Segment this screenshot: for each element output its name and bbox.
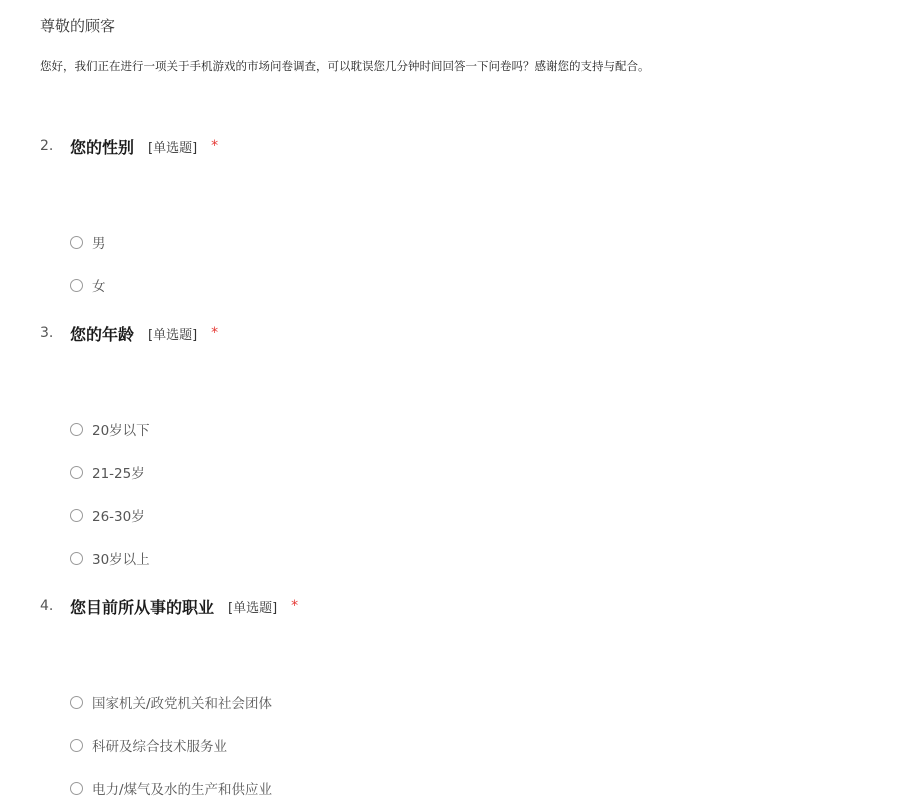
question-occupation (40, 593, 860, 798)
question-number: 4. (40, 598, 54, 614)
question-number: 2. (40, 138, 54, 154)
question-type-label: [单选题] (148, 140, 198, 156)
question-type-label: [单选题] (228, 600, 278, 616)
option-label: 26-30岁 (92, 509, 145, 525)
question-header (40, 133, 860, 159)
intro-text: 您好，我们正在进行一项关于手机游戏的市场问卷调查，可以耽误您几分钟时间回答一下问卷吗？感谢您的支持与配合。 (40, 59, 650, 73)
option-age-under-20[interactable] (70, 419, 150, 439)
question-number: 3. (40, 325, 54, 341)
option-label: 21-25岁 (92, 466, 145, 482)
option-female[interactable] (70, 275, 106, 295)
question-gender (40, 133, 860, 295)
radio-button[interactable] (70, 739, 83, 752)
radio-button[interactable] (70, 236, 83, 249)
question-header (40, 593, 860, 619)
required-marker: * (211, 138, 219, 154)
question-title: 您目前所从事的职业 (70, 597, 215, 617)
option-male[interactable] (70, 232, 106, 252)
question-type-label: [单选题] (148, 327, 198, 343)
required-marker: * (291, 598, 299, 614)
question-header (40, 320, 860, 346)
option-label: 国家机关/政党机关和社会团体 (92, 696, 273, 712)
radio-button[interactable] (70, 466, 83, 479)
option-label: 电力/煤气及水的生产和供应业 (92, 782, 273, 798)
question-title: 您的性别 (70, 137, 135, 157)
required-marker: * (211, 325, 219, 341)
radio-button[interactable] (70, 509, 83, 522)
option-label: 男 (92, 236, 106, 252)
option-label: 科研及综合技术服务业 (92, 739, 227, 755)
option-occupation-research[interactable] (70, 735, 227, 755)
radio-button[interactable] (70, 782, 83, 795)
greeting-heading: 尊敬的顾客 (40, 17, 116, 35)
option-age-21-25[interactable] (70, 462, 145, 482)
option-occupation-government[interactable] (70, 692, 272, 712)
option-age-26-30[interactable] (70, 505, 145, 525)
radio-button[interactable] (70, 279, 83, 292)
option-label: 20岁以下 (92, 423, 150, 439)
option-age-over-30[interactable] (70, 548, 150, 568)
radio-button[interactable] (70, 552, 83, 565)
option-occupation-utilities[interactable] (70, 778, 272, 798)
question-age (40, 320, 860, 568)
radio-button[interactable] (70, 423, 83, 436)
radio-button[interactable] (70, 696, 83, 709)
question-title: 您的年龄 (70, 324, 135, 344)
option-label: 30岁以上 (92, 552, 150, 568)
option-label: 女 (92, 279, 106, 295)
